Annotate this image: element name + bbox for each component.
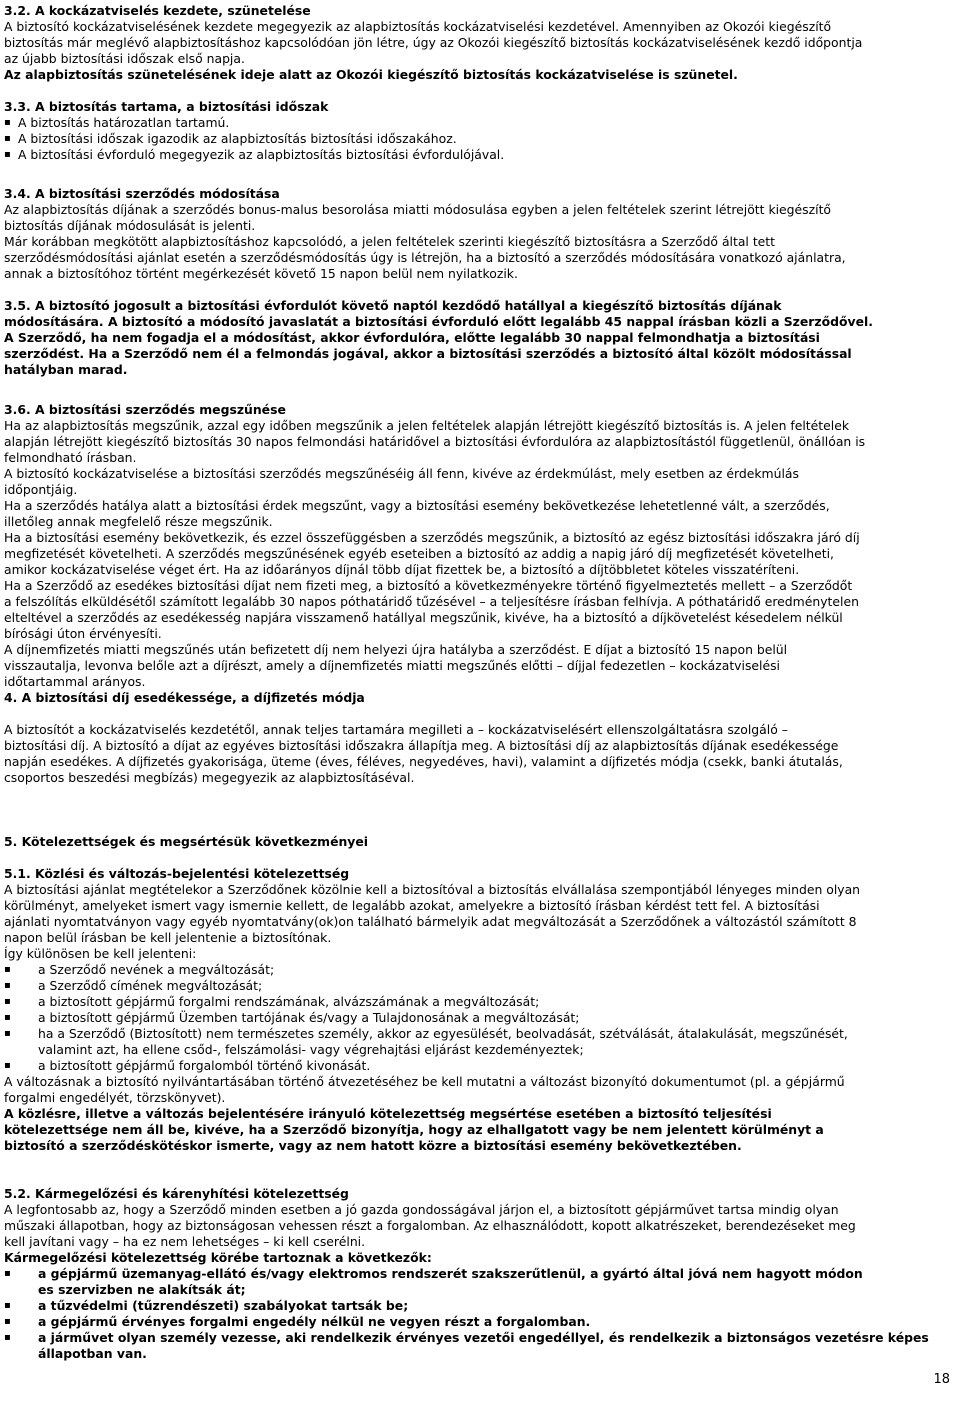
bold-text-line: Kármegelőzési kötelezettség körébe tartoznak a következők: [4,1250,432,1265]
bold-text-line: 5. Kötelezettségek és megsértésük következményei [4,834,369,849]
list-item-text: a Szerződő címének megváltozását; [38,978,263,993]
bold-text-line: 3.6. A biztosítási szerződés megszűnése [4,402,286,417]
text-line: illetőleg annak megfelelő része megszűnik. [4,514,273,529]
list-item-text: a biztosított gépjármű forgalmi rendszámának, alvázszámának a megváltozását; [38,994,540,1009]
list-item-text: A biztosítás határozatlan tartamú. [18,115,230,130]
text-line: a felszólítás elküldésétől számított legalább 30 napos póthatáridő tűzésével – a teljesítésre írásban felhívja. A póthatáridő eredménytelen [4,594,859,609]
text-line: A biztosító kockázatviselésének kezdete megegyezik az alapbiztosítás kockázatviselési kezdetével. Amennyiben az Okozói kiegészítő [4,19,832,34]
bold-text-line: szerződést. Ha a Szerződő nem él a felmondás jogával, akkor a biztosítási szerződés a biztosító által közölt módosítással [4,346,852,361]
list-item-text: a járművet olyan személy vezesse, aki rendelkezik érvényes vezetői engedéllyel, és rendelkezik a biztonságos vezetésre képes [38,1330,929,1345]
list-item-text: A biztosítási évforduló megegyezik az alapbiztosítás biztosítási évfordulójával. [18,147,505,162]
text-line: Ha az alapbiztosítás megszűnik, azzal egy időben megszűnik a jelen feltételek alapján létrejött kiegészítő biztosítás is. A jelen feltételek [4,418,850,433]
text-line: Így különösen be kell jelenteni: [4,946,197,961]
text-line: időpontjáig. [4,482,78,497]
text-line: felmondható írásban. [4,450,137,465]
text-line: forgalmi engedélyét, törzskönyvet). [4,1090,226,1105]
text-line: napján esedékes. A díjfizetés gyakorisága, üteme (éves, féléves, negyedéves, havi), valamint a díjfizetés módja (csekk, banki átutalás, [4,754,843,769]
bullet-marker: ▪ [4,980,11,991]
text-line: A biztosítót a kockázatviselés kezdetétől, annak teljes tartamára megilleti a – kockázatviselésért ellenszolgáltatásra szolgáló – [4,722,788,737]
bold-text-line: kötelezettsége nem áll be, kivéve, ha a Szerződő bizonyítja, hogy az elhallgatott vagy be nem jelentett körülményt a [4,1122,824,1137]
bullet-marker: ▪ [4,1268,11,1279]
text-line: biztosítás díjának módosulását is jelenti. [4,218,256,233]
bullet-marker: ▪ [4,1332,11,1343]
page-number: 18 [933,1372,950,1387]
bold-text-line: hatályban marad. [4,362,128,377]
text-line: ajánlati nyomtatványon vagy egyéb nyomtatvány(ok)on található bármelyik adat megváltozását a Szerződőnek a változástól számított 8 [4,914,857,929]
text-line: alapján létrejött kiegészítő biztosítás 30 napos felmondási határidővel a biztosítási évfordulóra az alapbiztosítástól függetlenül, önállóan is [4,434,866,449]
bullet-marker: ▪ [4,996,11,1007]
text-line: visszautalja, levonva belőle azt a díjrészt, amely a díjnemfizetés miatti megszűnés előtti – díjjal fedezetlen – kockázatviselési [4,658,780,673]
text-line: megfizetését követelheti. A szerződés megszűnésének egyéb eseteiben a biztosító az addig a napig járó díj megfizetését követelheti, [4,546,834,561]
list-item-text: ha a Szerződő (Biztosított) nem természetes személy, akkor az egyesülését, beolvadását, szétválását, átalakulását, megszűnését, [38,1026,848,1041]
text-line: A díjnemfizetés miatti megszűnés után befizetett díj nem helyezi újra hatályba a szerződést. E díjat a biztosító 15 napon belül [4,642,788,657]
bullet-marker: ▪ [4,1060,11,1071]
text-line: kell javítani vagy – ha ez nem lehetséges – ki kell cserélni. [4,1234,366,1249]
list-item-text: a biztosított gépjármű Üzemben tartójának és/vagy a Tulajdonosának a megváltozását; [38,1010,580,1025]
bold-text-line: 3.2. A kockázatviselés kezdete, szünetelése [4,3,311,18]
text-line: csoportos beszedési megbízás) megegyezik az alapbiztosításéval. [4,770,415,785]
list-item-text: a tűzvédelmi (tűzrendészeti) szabályokat tartsák be; [38,1298,409,1313]
text-line: A biztosító kockázatviselése a biztosítási szerződés megszűnéséig áll fenn, kivéve az érdekmúlást, mely esetben az érdekmúlás [4,466,799,481]
text-line: biztosítás már meglévő alapbiztosításhoz kapcsolódóan jön létre, úgy az Okozói kiegészítő biztosítás kockázatviselésének kezdő időpontja [4,35,863,50]
list-item-text: a gépjármű üzemanyag-ellátó és/vagy elektromos rendszerét szakszerűtlenül, a gyártó által jóvá nem hagyott módon [38,1266,863,1281]
text-line: Az alapbiztosítás díjának a szerződés bonus-malus besorolása miatti módosulása egyben a jelen feltételek szerint létrejött kiegészítő [4,202,832,217]
list-item-text: valamint azt, ha ellene csőd-, felszámolási- vagy végrehajtási eljárást kezdeményeztek; [38,1042,584,1057]
list-item-text: állapotban van. [38,1346,147,1361]
text-line: Ha a Szerződő az esedékes biztosítási díjat nem fizeti meg, a biztosító a következményekre történő figyelmeztetés mellett – a Szerződőt [4,578,853,593]
text-line: A változásnak a biztosító nyilvántartásában történő átvezetéséhez be kell mutatni a változást bizonyító dokumentumot (pl. a gépjármű [4,1074,845,1089]
text-line: annak a biztosítóhoz történt megérkezését követő 15 napon belül nem nyilatkozik. [4,266,518,281]
bullet-marker: ▪ [4,1300,11,1311]
list-item-text: es szervizben ne alakítsák át; [38,1282,246,1297]
bullet-marker: ▪ [4,149,11,160]
bold-text-line: 3.5. A biztosító jogosult a biztosítási évfordulót követő naptól kezdődő hatállyal a kiegészítő biztosítás díjának [4,298,782,313]
bold-text-line: 3.4. A biztosítási szerződés módosítása [4,186,280,201]
list-item-text: a gépjármű érvényes forgalmi engedély nélkül ne vegyen részt a forgalomban. [38,1314,591,1329]
bold-text-line: Az alapbiztosítás szünetelésének ideje alatt az Okozói kiegészítő biztosítás kockázatviselése is szünetel. [4,67,738,82]
text-line: műszaki állapotban, hogy az biztonságosan vehessen részt a forgalomban. Az elhasználódott, kopott alkatrészeket, berendezéseket meg [4,1218,856,1233]
text-line: elteltével a szerződés az esedékesség napjára visszamenő hatállyal megszűnik, kivéve, ha a biztosító a díjkövetelést késedelem nélkül [4,610,843,625]
list-item-text: a biztosított gépjármű forgalomból történő kivonását. [38,1058,371,1073]
text-line: szerződésmódosítási ajánlat esetén a szerződésmódosítás úgy is létrejön, ha a biztosító a szerződés módosítására vonatkozó ajánlatra, [4,250,846,265]
bold-text-line: 5.1. Közlési és változás-bejelentési kötelezettség [4,866,350,881]
list-item-text: A biztosítási időszak igazodik az alapbiztosítás biztosítási időszakához. [18,131,457,146]
bold-text-line: A Szerződő, ha nem fogadja el a módosítást, akkor évfordulóra, előtte legalább 30 nappal felmondhatja a biztosítási [4,330,820,345]
text-line: napon belül írásban be kell jelentenie a biztosítónak. [4,930,332,945]
text-line: az újabb biztosítási időszak első napja. [4,51,245,66]
bullet-marker: ▪ [4,133,11,144]
bullet-marker: ▪ [4,117,11,128]
bold-text-line: A közlésre, illetve a változás bejelentésére irányuló kötelezettség megsértése esetében a biztosító teljesítési [4,1106,772,1121]
bold-text-line: 3.3. A biztosítás tartama, a biztosítási időszak [4,99,329,114]
list-item-text: a Szerződő nevének a megváltozását; [38,962,275,977]
text-line: A legfontosabb az, hogy a Szerződő minden esetben a jó gazda gondosságával járjon el, a biztosított gépjárművet tartsa mindig olyan [4,1202,839,1217]
bullet-marker: ▪ [4,1316,11,1327]
text-line: körülményt, amelyeket ismert vagy ismernie kellett, de legalább azokat, amelyekre a biztosító írásban kérdést tett fel. A biztosítási [4,898,820,913]
bold-text-line: biztosító a szerződéskötéskor ismerte, vagy az nem hatott közre a biztosítási esemény bekövetkeztében. [4,1138,742,1153]
bullet-marker: ▪ [4,1012,11,1023]
bullet-marker: ▪ [4,964,11,975]
bullet-marker: ▪ [4,1028,11,1039]
bold-text-line: 4. A biztosítási díj esedékessége, a díjfizetés módja [4,690,365,705]
bold-text-line: módosítására. A biztosító a módosító javaslatát a biztosítási évforduló előtt legalább 45 nappal írásban közli a Szerződővel. [4,314,873,329]
bold-text-line: 5.2. Kármegelőzési és kárenyhítési kötelezettség [4,1186,349,1201]
text-line: Már korábban megkötött alapbiztosításhoz kapcsolódó, a jelen feltételek szerinti kiegészítő biztosításra a Szerződő által tett [4,234,776,249]
text-line: A biztosítási ajánlat megtételekor a Szerződőnek közölnie kell a biztosítóval a biztosítás elvállalása szempontjából lényeges minden olyan [4,882,861,897]
text-line: Ha a szerződés hatálya alatt a biztosítási érdek megszűnt, vagy a biztosítási esemény bekövetkezése lehetetlenné vált, a szerződés, [4,498,830,513]
text-line: amikor kockázatviselése véget ért. Ha az időarányos díjnál több díjat fizettek be, a biztosító a díjtöbbletet köteles visszatéríteni. [4,562,800,577]
text-line: bírósági úton érvényesíti. [4,626,162,641]
text-line: biztosítási díj. A biztosító a díjat az egyéves biztosítási időszakra állapítja meg. A biztosítási díj az alapbiztosítás díjának esedékessége [4,738,839,753]
text-line: Ha a biztosítási esemény bekövetkezik, és ezzel összefüggésben a szerződés megszűnik, a biztosító az egész biztosítási időszakra járó díj [4,530,860,545]
text-line: időtartammal arányos. [4,674,146,689]
